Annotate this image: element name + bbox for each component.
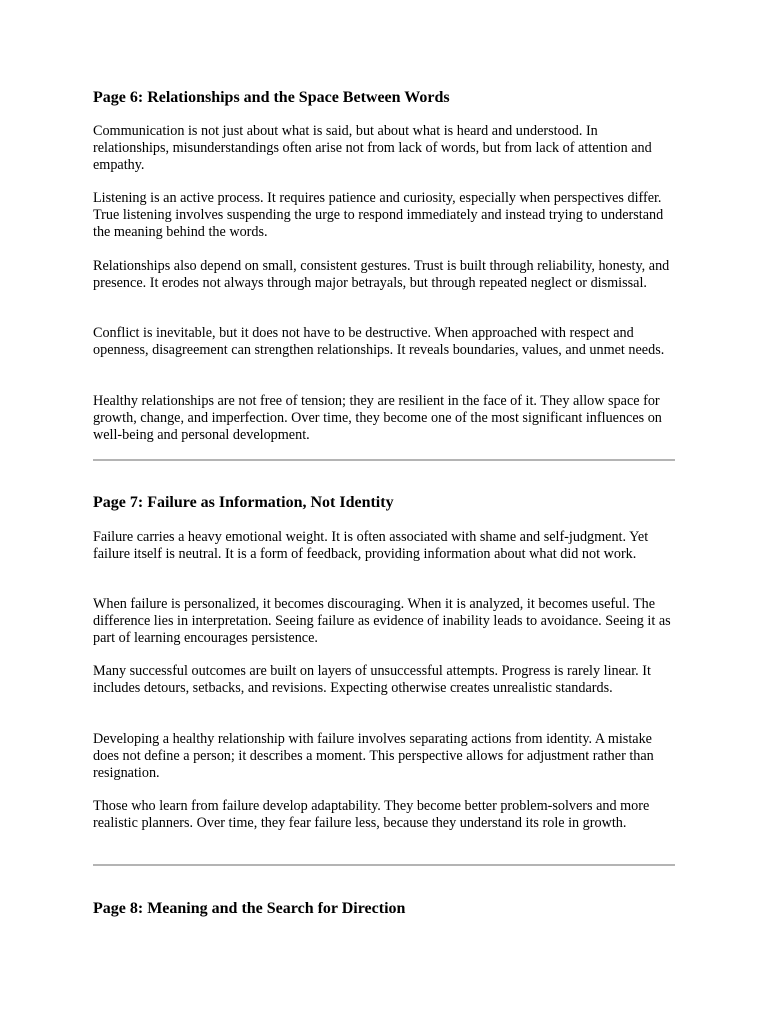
section-divider — [93, 864, 675, 866]
paragraph: Many successful outcomes are built on layers of unsuccessful attempts. Progress is rarely linear. It includes detours, setbacks, and revisions. Expecting otherwise creates unrealistic standards. — [93, 663, 651, 696]
paragraph: Relationships also depend on small, consistent gestures. Trust is built through reliability, honesty, and presence. It erodes not always through major betrayals, but through repeated neglect or dismissal. — [93, 258, 670, 291]
paragraph: When failure is personalized, it becomes discouraging. When it is analyzed, it becomes useful. The difference lies in interpretation. Seeing failure as evidence of inability leads to avoidance. Seeing it as part of learning encourages persistence. — [93, 596, 671, 646]
section-title: Page 6: Relationships and the Space Between Words — [93, 89, 450, 106]
section-divider — [93, 459, 675, 461]
paragraph: Failure carries a heavy emotional weight. It is often associated with shame and self-judgment. Yet failure itself is neutral. It is a form of feedback, providing information about what did not work. — [93, 529, 649, 562]
paragraph: Healthy relationships are not free of tension; they are resilient in the face of it. They allow space for growth, change, and imperfection. Over time, they become one of the most significant influences on well-being and personal development. — [93, 393, 662, 443]
section-title: Page 8: Meaning and the Search for Direction — [93, 900, 406, 917]
paragraph: Conflict is inevitable, but it does not have to be destructive. When approached with respect and openness, disagreement can strengthen relationships. It reveals boundaries, values, and unmet needs. — [93, 325, 665, 358]
section-title: Page 7: Failure as Information, Not Identity — [93, 494, 394, 511]
paragraph: Listening is an active process. It requires patience and curiosity, especially when perspectives differ. True listening involves suspending the urge to respond immediately and instead trying to understand the meaning behind the words. — [93, 190, 664, 240]
paragraph: Communication is not just about what is said, but about what is heard and understood. In relationships, misunderstandings often arise not from lack of words, but from lack of attention and empathy. — [93, 123, 652, 173]
paragraph: Those who learn from failure develop adaptability. They become better problem-solvers and more realistic planners. Over time, they fear failure less, because they understand its role in growth. — [93, 798, 650, 831]
paragraph: Developing a healthy relationship with failure involves separating actions from identity. A mistake does not define a person; it describes a moment. This perspective allows for adjustment rather than resignation. — [93, 731, 654, 781]
